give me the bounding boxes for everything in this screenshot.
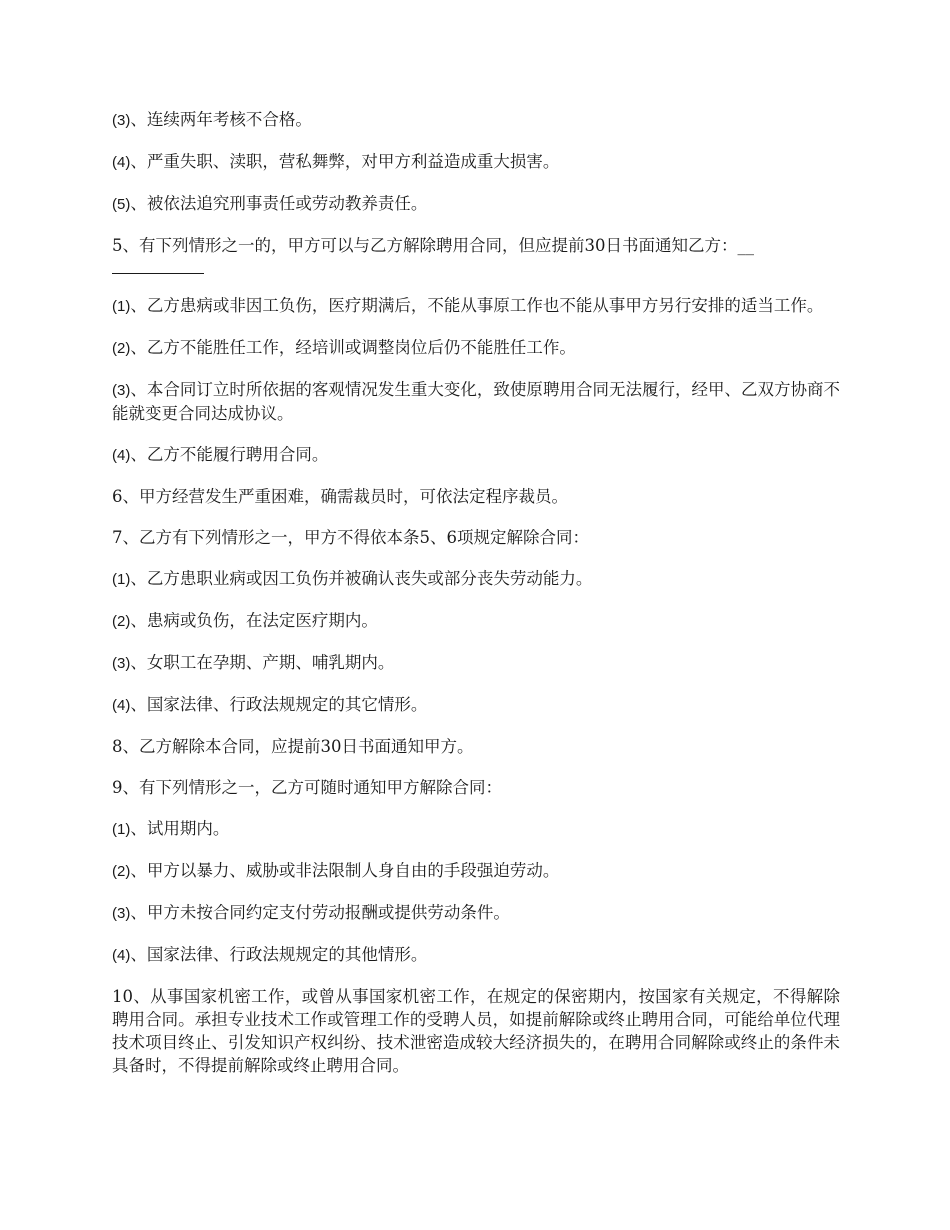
item-text: 、严重失职、渎职，营私舞弊，对甲方利益造成重大损害。	[130, 152, 560, 171]
clause-item	[112, 336, 840, 360]
clause-heading	[112, 485, 840, 508]
item-text: 、乙方不能胜任工作，经培训或调整岗位后仍不能胜任工作。	[130, 338, 576, 357]
clause-item	[112, 901, 840, 925]
item-number: 10	[112, 987, 133, 1006]
fill-in-blank	[112, 259, 204, 274]
clause-item	[112, 859, 840, 883]
clause-item	[112, 943, 840, 967]
item-number: (2)	[112, 340, 131, 357]
document-body	[112, 108, 840, 1095]
item-text: 、乙方不能履行聘用合同。	[130, 445, 329, 464]
item-number: 6	[112, 487, 123, 506]
clause-heading	[112, 234, 840, 280]
item-number: (2)	[112, 863, 131, 880]
item-number: (5)	[112, 196, 131, 213]
clause-item	[112, 693, 840, 717]
item-number: (4)	[112, 154, 131, 171]
item-number: (2)	[112, 613, 131, 630]
clause-item	[112, 817, 840, 841]
item-number: (3)	[112, 382, 131, 399]
item-text: 、甲方以暴力、威胁或非法限制人身自由的手段强迫劳动。	[130, 861, 560, 880]
item-number: (4)	[112, 697, 131, 714]
item-text: 、从事国家机密工作，或曾从事国家机密工作，在规定的保密期内，按国家有关规定，不得解除聘用合同。承担专业技术工作或管理工作的受聘人员，如提前解除或终止聘用合同，可能给单位代理技术项目终止、引发知识产权纠纷、技术泄密造成较大经济损失的，在聘用合同解除或终止的条件未具备时，不得提前解除或终止聘用合同。	[112, 987, 840, 1075]
item-text: 、乙方患病或非因工负伤，医疗期满后，不能从事原工作也不能从事甲方另行安排的适当工作。	[130, 296, 824, 315]
clause-item	[112, 192, 840, 216]
item-number: (1)	[112, 298, 131, 315]
clause-item	[112, 378, 840, 425]
item-text: 、患病或负伤，在法定医疗期内。	[130, 611, 378, 630]
clause-heading	[112, 735, 840, 758]
item-text: 、乙方解除本合同，应提前30日书面通知甲方。	[122, 737, 474, 756]
item-number: 5	[112, 236, 123, 255]
item-text: 、被依法追究刑事责任或劳动教养责任。	[130, 194, 428, 213]
item-text: 、甲方未按合同约定支付劳动报酬或提供劳动条件。	[130, 903, 510, 922]
clause-heading	[112, 776, 840, 799]
item-text: 、乙方患职业病或因工负伤并被确认丧失或部分丧失劳动能力。	[130, 569, 593, 588]
item-text: 、有下列情形之一，乙方可随时通知甲方解除合同：	[122, 778, 502, 797]
item-number: (3)	[112, 112, 131, 129]
clause-item	[112, 108, 840, 132]
item-number: 7	[112, 528, 123, 547]
item-text: 、甲方经营发生严重困难，确需裁员时，可依法定程序裁员。	[122, 487, 568, 506]
item-text: 、试用期内。	[130, 819, 230, 838]
item-text: 、乙方有下列情形之一，甲方不得依本条5、6项规定解除合同：	[122, 528, 589, 547]
item-text: 、国家法律、行政法规规定的其他情形。	[130, 945, 428, 964]
item-text: 、本合同订立时所依据的客观情况发生重大变化，致使原聘用合同无法履行，经甲、乙双方协商不能就变更合同达成协议。	[112, 380, 840, 423]
item-text: 、有下列情形之一的，甲方可以与乙方解除聘用合同，但应提前30日书面通知乙方：__	[122, 236, 754, 255]
clause-heading	[112, 985, 840, 1077]
clause-item	[112, 294, 840, 318]
clause-heading	[112, 526, 840, 549]
item-number: (1)	[112, 821, 131, 838]
clause-item	[112, 651, 840, 675]
item-text: 、女职工在孕期、产期、哺乳期内。	[130, 653, 395, 672]
item-number: 8	[112, 737, 123, 756]
clause-item	[112, 609, 840, 633]
item-number: (3)	[112, 905, 131, 922]
item-number: 9	[112, 778, 123, 797]
item-number: (1)	[112, 571, 131, 588]
clause-item	[112, 443, 840, 467]
clause-item	[112, 567, 840, 591]
clause-item	[112, 150, 840, 174]
item-text: 、连续两年考核不合格。	[130, 110, 312, 129]
item-number: (4)	[112, 947, 131, 964]
item-text: 、国家法律、行政法规规定的其它情形。	[130, 695, 428, 714]
item-number: (3)	[112, 655, 131, 672]
item-number: (4)	[112, 447, 131, 464]
